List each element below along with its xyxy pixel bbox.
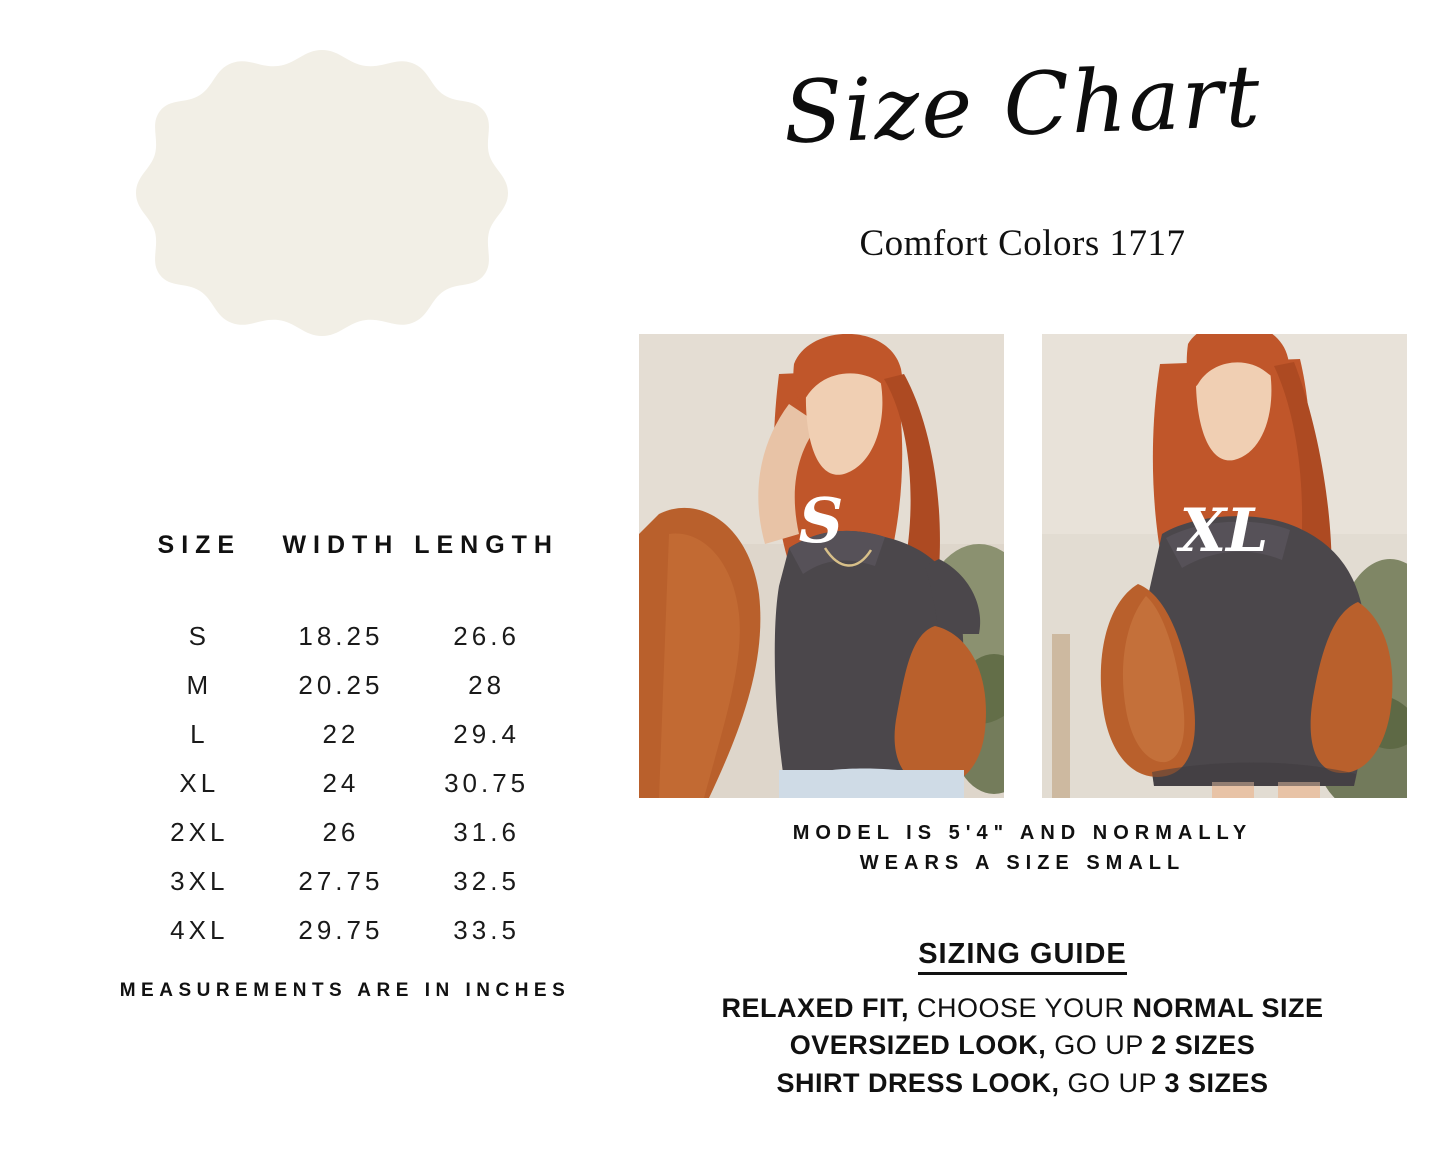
cell-width: 18.25 — [298, 621, 384, 651]
guide-line-2-middle: GO UP — [1046, 1030, 1152, 1061]
guide-line-3-middle: GO UP — [1059, 1067, 1165, 1098]
cell-width: 20.25 — [298, 670, 384, 700]
model-note-line-1: MODEL IS 5'4" AND NORMALLY — [792, 822, 1253, 844]
page-title: Size Chart — [781, 46, 1264, 164]
left-column — [0, 0, 600, 1156]
cell-size: S — [188, 621, 210, 651]
table-row — [130, 759, 560, 808]
model-photo-size-s — [639, 334, 1004, 798]
size-measurement-table — [130, 530, 560, 955]
cell-size: M — [186, 670, 213, 700]
cell-width: 22 — [322, 719, 360, 749]
cell-width: 24 — [322, 768, 360, 798]
cell-size: 4XL — [170, 915, 229, 945]
column-header-width: WIDTH — [282, 531, 400, 559]
cell-size: 2XL — [170, 817, 229, 847]
column-header-size: SIZE — [157, 531, 242, 559]
cell-length: 32.5 — [453, 866, 520, 896]
product-subtitle: Comfort Colors 1717 — [859, 223, 1186, 264]
model-note-line-2: WEARS A SIZE SMALL — [859, 852, 1186, 874]
right-column — [600, 0, 1445, 1156]
guide-line-1-bold-end: NORMAL SIZE — [1132, 993, 1324, 1023]
cell-length: 29.4 — [453, 719, 520, 749]
cell-width: 27.75 — [298, 866, 384, 896]
cell-width: 26 — [322, 817, 360, 847]
table-row — [130, 710, 560, 759]
sizing-guide-line-3 — [600, 1065, 1445, 1102]
cell-length: 26.6 — [453, 621, 520, 651]
cell-width: 29.75 — [298, 915, 384, 945]
table-header-row — [130, 530, 560, 612]
table-row — [130, 808, 560, 857]
shirt-size-letter-s: S — [798, 484, 844, 557]
cell-length: 30.75 — [444, 768, 530, 798]
sizing-guide-title-text: SIZING GUIDE — [918, 938, 1127, 975]
cell-length: 33.5 — [453, 915, 520, 945]
model-height-note — [600, 818, 1445, 878]
guide-line-3-bold-start: SHIRT DRESS LOOK, — [776, 1067, 1060, 1098]
guide-line-2-bold-end: 2 SIZES — [1151, 1030, 1256, 1061]
measurements-unit-note: MEASUREMENTS ARE IN INCHES — [119, 980, 571, 1001]
guide-line-1-bold-start: RELAXED FIT, — [721, 993, 909, 1023]
column-header-length: LENGTH — [414, 531, 559, 559]
cell-length: 31.6 — [453, 817, 520, 847]
table-row — [130, 906, 560, 955]
sizing-guide-lines — [600, 990, 1445, 1102]
cell-size: XL — [179, 768, 220, 798]
guide-line-3-bold-end: 3 SIZES — [1164, 1067, 1269, 1098]
model-photo-size-xl — [1042, 334, 1407, 798]
sizing-guide-line-1 — [600, 990, 1445, 1027]
cell-length: 28 — [468, 670, 506, 700]
model-photo-gallery — [600, 334, 1445, 798]
shirt-size-letter-xl: XL — [1179, 496, 1269, 566]
sizing-guide-line-2 — [600, 1027, 1445, 1064]
decorative-blob-shape — [122, 44, 522, 444]
sizing-guide-title — [600, 938, 1445, 971]
cell-size: L — [190, 719, 209, 749]
table-row — [130, 612, 560, 661]
guide-line-2-bold-start: OVERSIZED LOOK, — [789, 1030, 1047, 1061]
table-row — [130, 857, 560, 906]
guide-line-1-middle: CHOOSE YOUR — [908, 993, 1133, 1023]
table-row — [130, 661, 560, 710]
cell-size: 3XL — [170, 866, 229, 896]
